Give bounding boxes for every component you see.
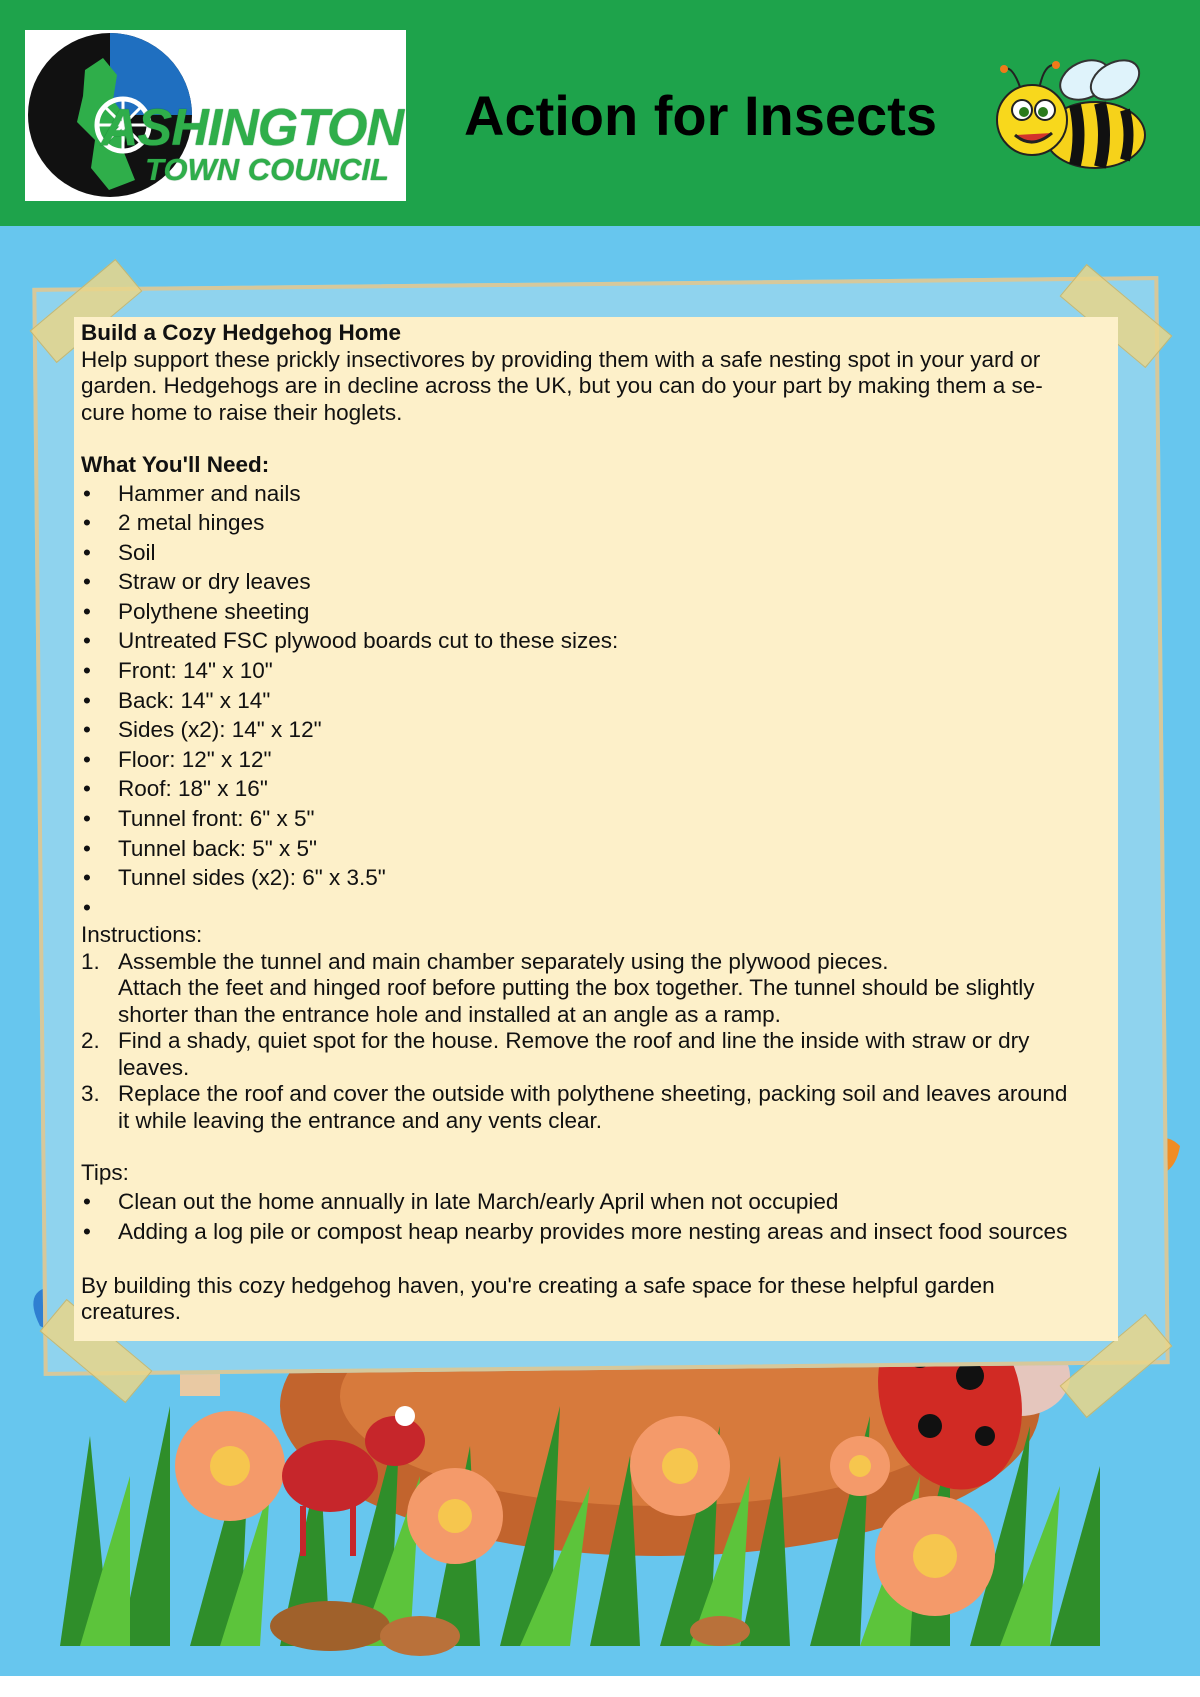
intro-line: Help support these prickly insectivores by providing them with a safe nesting spot in your yard or bbox=[81, 346, 1041, 372]
list-item: • Tunnel front: 6" x 5" bbox=[81, 804, 1111, 834]
intro-line: cure home to raise their hoglets. bbox=[81, 399, 403, 425]
tips-list bbox=[81, 1187, 1111, 1247]
list-item: • Untreated FSC plywood boards cut to these sizes: bbox=[81, 626, 1111, 656]
list-item: • Front: 14" x 10" bbox=[81, 656, 1111, 686]
bullet-icon: • bbox=[83, 658, 91, 684]
list-item: 1. Assemble the tunnel and main chamber separately using the plywood pieces. Attach the feet and hinged roof before putting the box together. The tunnel should be slightly shorter than the entrance hole and installed at an angle as a ramp. bbox=[81, 948, 1035, 1027]
intro-line: garden. Hedgehogs are in decline across the UK, but you can do your part by making them a se- bbox=[81, 373, 1043, 398]
list-item bbox=[81, 893, 1111, 923]
council-logo bbox=[25, 30, 406, 201]
list-item: • Soil bbox=[81, 538, 1111, 568]
logo-text-ashington: ASHINGTON bbox=[101, 99, 404, 157]
list-item: • Straw or dry leaves bbox=[81, 567, 1111, 597]
article-heading: Build a Cozy Hedgehog Home bbox=[81, 320, 402, 345]
bullet-icon: • bbox=[83, 598, 91, 624]
list-item: 3. Replace the roof and cover the outside with polythene sheeting, packing soil and leaves around it while leaving the entrance and any vents clear. bbox=[81, 1081, 1068, 1133]
list-item: • Tunnel back: 5" x 5" bbox=[81, 834, 1111, 864]
bullet-icon: • bbox=[83, 806, 91, 832]
bullet-icon: • bbox=[83, 480, 91, 506]
closing-paragraph: By building this cozy hedgehog haven, you're creating a safe space for these helpful garden creatures. bbox=[81, 1272, 995, 1325]
list-item: • Polythene sheeting bbox=[81, 597, 1111, 627]
bullet-icon: • bbox=[83, 628, 91, 654]
article-body bbox=[81, 320, 1111, 1326]
bullet-icon: • bbox=[83, 865, 91, 891]
intro-paragraph bbox=[81, 347, 1111, 427]
bullet-icon: • bbox=[83, 746, 91, 772]
list-item: • Adding a log pile or compost heap nearby provides more nesting areas and insect food sources bbox=[81, 1217, 1111, 1247]
list-item: • Tunnel sides (x2): 6" x 3.5" bbox=[81, 863, 1111, 893]
bullet-icon: • bbox=[83, 1188, 91, 1214]
logo-text-town-council: TOWN COUNCIL bbox=[145, 152, 389, 187]
bullet-icon: • bbox=[83, 687, 91, 713]
bullet-icon: • bbox=[83, 894, 91, 920]
tips-heading: Tips: bbox=[81, 1160, 129, 1186]
list-item: • Back: 14" x 14" bbox=[81, 686, 1111, 716]
bullet-icon: • bbox=[83, 776, 91, 802]
bullet-icon: • bbox=[83, 510, 91, 536]
list-item: • Floor: 12" x 12" bbox=[81, 745, 1111, 775]
bullet-icon: • bbox=[83, 717, 91, 743]
bullet-icon: • bbox=[83, 1218, 91, 1244]
header-banner bbox=[0, 0, 1200, 226]
bullet-icon: • bbox=[83, 569, 91, 595]
list-item: • Clean out the home annually in late March/early April when not occupied bbox=[81, 1187, 1111, 1217]
bee-icon bbox=[990, 55, 1160, 175]
instructions-list bbox=[81, 949, 1111, 1135]
needs-list bbox=[81, 479, 1111, 923]
bullet-icon: • bbox=[83, 539, 91, 565]
bullet-icon: • bbox=[83, 835, 91, 861]
list-item: • Hammer and nails bbox=[81, 479, 1111, 509]
list-item: • Roof: 18" x 16" bbox=[81, 774, 1111, 804]
list-item: • 2 metal hinges bbox=[81, 508, 1111, 538]
list-item: 2. Find a shady, quiet spot for the house. Remove the roof and line the inside with straw or dry leaves. bbox=[81, 1028, 1030, 1080]
needs-heading: What You'll Need: bbox=[81, 452, 270, 477]
page-title: Action for Insects bbox=[464, 84, 937, 147]
instructions-heading: Instructions: bbox=[81, 922, 203, 948]
list-item: • Sides (x2): 14" x 12" bbox=[81, 715, 1111, 745]
